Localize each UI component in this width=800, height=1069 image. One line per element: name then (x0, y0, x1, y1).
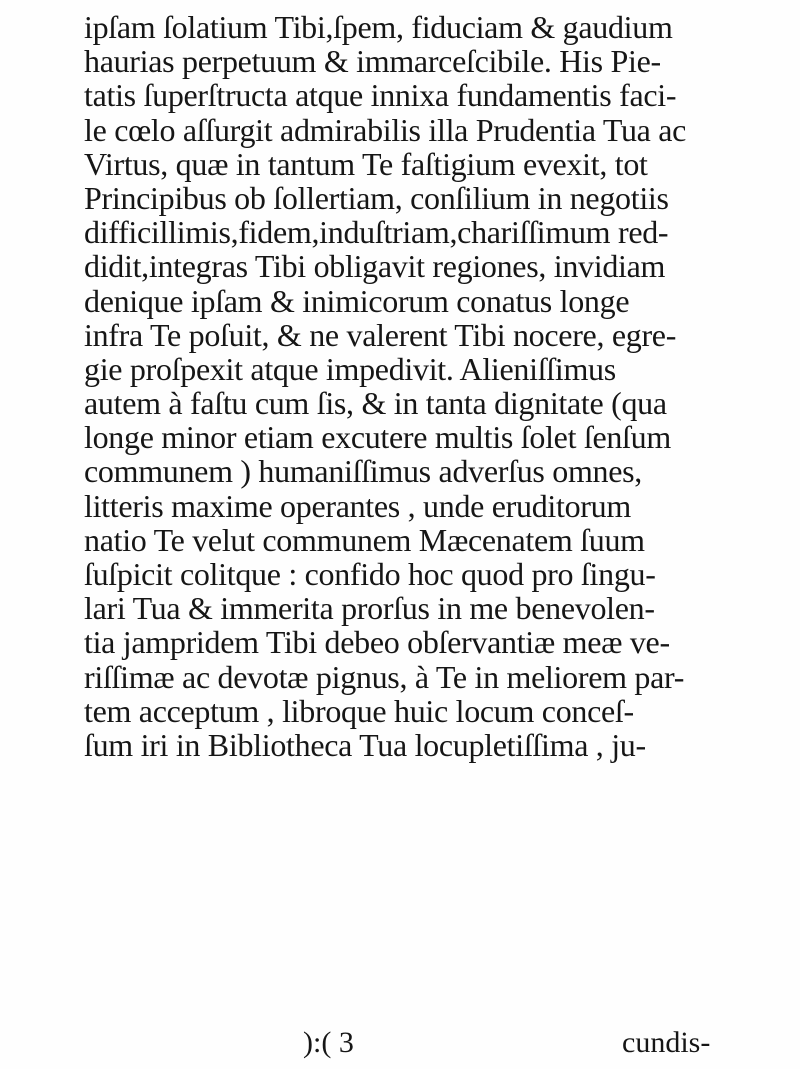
text-line: litteris maxime operantes , unde eruditorum (84, 487, 631, 524)
text-line: natio Te velut communem Mæcenatem ſuum (84, 521, 645, 558)
text-line: riſſimæ ac devotæ pignus, à Te in meliorem par- (84, 658, 685, 695)
text-line: Principibus ob ſollertiam, conſilium in negotiis (84, 179, 669, 216)
text-line: tia jampridem Tibi debeo obſervantiæ meæ ve- (84, 624, 670, 661)
body-text (84, 10, 774, 762)
page-footer (0, 1025, 800, 1061)
text-line: didit,integras Tibi obligavit regiones, invidiam (84, 248, 666, 285)
text-line: Virtus, quæ in tantum Te faſtigium evexit, tot (84, 145, 648, 182)
text-line: infra Te poſuit, & ne valerent Tibi nocere, egre- (84, 316, 677, 353)
text-line: denique ipſam & inimicorum conatus longe (84, 282, 630, 319)
text-line: communem ) humaniſſimus adverſus omnes, (84, 453, 642, 490)
text-line: difficillimis,fidem,induſtriam,chariſſimum red- (84, 214, 669, 251)
catchword: cundis- (622, 1026, 711, 1059)
text-line: lari Tua & immerita prorſus in me benevolen- (84, 590, 655, 627)
signature-mark: ):( 3 (303, 1026, 354, 1059)
text-line: haurias perpetuum & immarceſcibile. His Pie- (84, 43, 661, 80)
text-line: ſum iri in Bibliotheca Tua locupletiſſima , ju- (84, 726, 646, 763)
text-line: autem à faſtu cum ſis, & in tanta dignitate (qua (84, 385, 667, 422)
text-line: gie proſpexit atque impedivit. Alieniſſimus (84, 350, 616, 387)
text-line: tatis ſuperſtructa atque innixa fundamentis faci- (84, 77, 677, 114)
text-line: longe minor etiam excutere multis ſolet ſenſum (84, 419, 671, 456)
text-line: ſuſpicit colitque : confido hoc quod pro ſingu- (84, 556, 656, 592)
text-line: ipſam ſolatium Tibi,ſpem, fiduciam & gaudium (84, 9, 673, 45)
text-line: le cœlo aſſurgit admirabilis illa Prudentia Tua ac (84, 111, 687, 148)
text-line: tem acceptum , libroque huic locum conceſ- (84, 692, 634, 729)
